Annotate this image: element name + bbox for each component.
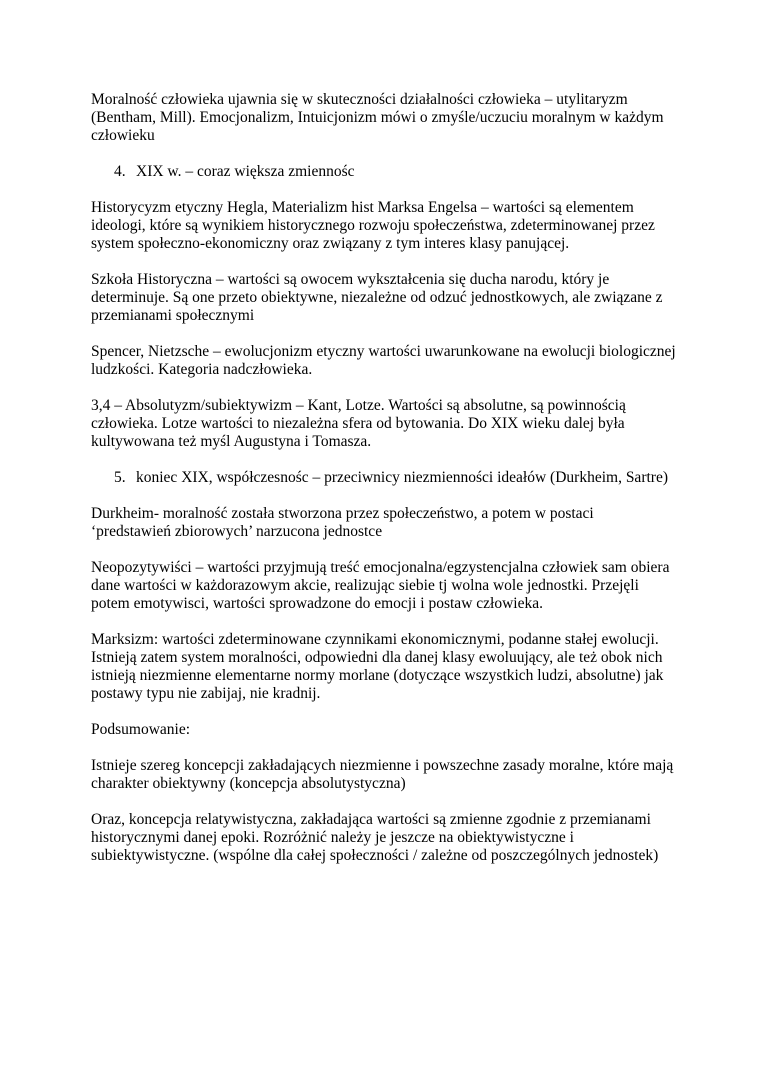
- paragraph-absolutism: 3,4 – Absolutyzm/subiektywizm – Kant, Lotze. Wartości są absolutne, są powinnością człowieka. Lotze wartości to niezależna sfera od bytowania. Do XIX wieku dalej była kultywowana też myśl Augustyna i Tomasza.: [91, 397, 626, 450]
- paragraph-durkheim: Durkheim- moralność została stworzona przez społeczeństwo, a potem w postaci ‘predstawień zbiorowych’ narzucona jednostce: [91, 505, 594, 540]
- paragraph-summary-heading: Podsumowanie:: [91, 721, 191, 738]
- document-body: [91, 91, 676, 883]
- paragraph-historical-school: Szkoła Historyczna – wartości są owocem wykształcenia się ducha narodu, który je determinuje. Są one przeto obiektywne, niezależne od odzuć jednostkowych, ale związane z przemianami społecznymi: [91, 271, 663, 324]
- paragraph-historicism: Historycyzm etyczny Hegla, Materializm hist Marksa Engelsa – wartości są elementem ideologi, które są wynikiem historycznego rozwoju społeczeństwa, zdeterminowanej przez system społeczno-ekonomiczny oraz związany z tym interes klasy panującej.: [91, 199, 655, 252]
- item-text: koniec XIX, współczesnośc – przeciwnicy niezmienności ideałów (Durkheim, Sartre): [136, 469, 668, 486]
- paragraph-marxism: Marksizm: wartości zdeterminowane czynnikami ekonomicznymi, podanne stałej ewolucji. Istnieją zatem system moralności, odpowiedni dla danej klasy ewoluujący, ale też obok nich istnieją niezmienne elementarne normy morlane (dotyczące wszystkich ludzi, absolutne) jak postawy typu nie zabijaj, nie kradnij.: [91, 631, 664, 702]
- paragraph-utilitarianism: Moralność człowieka ujawnia się w skuteczności działalności człowieka – utylitaryzm (Bentham, Mill). Emocjonalizm, Intuicjonizm mówi o zmyśle/uczuciu moralnym w każdym człowieku: [91, 91, 664, 144]
- paragraph-relativist-concept: Oraz, koncepcja relatywistyczna, zakładająca wartości są zmienne zgodnie z przemianami historycznymi danej epoki. Rozróżnić należy je jeszcze na obiektywistyczne i subiektywistyczne. (wspólne dla całej społeczności / zależne od poszczególnych jednostek): [91, 811, 659, 864]
- paragraph-evolutionism: Spencer, Nietzsche – ewolucjonizm etyczny wartości uwarunkowane na ewolucji biologicznej ludzkości. Kategoria nadczłowieka.: [91, 343, 676, 378]
- item-number: 4.: [114, 163, 126, 180]
- item-number: 5.: [114, 469, 126, 486]
- item-text: XIX w. – coraz większa zmiennośc: [136, 163, 355, 180]
- numbered-item-4: [91, 163, 676, 181]
- paragraph-absolutist-concept: Istnieje szereg koncepcji zakładających niezmienne i powszechne zasady moralne, które mają charakter obiektywny (koncepcja absolutystyczna): [91, 757, 674, 792]
- numbered-item-5: [91, 469, 676, 487]
- paragraph-neopositivists: Neopozytywiści – wartości przyjmują treść emocjonalna/egzystencjalna człowiek sam obiera dane wartości w każdorazowym akcie, realizując siebie tj wolna wole jednostki. Przejęli potem emotywisci, wartości sprowadzone do emocji i postaw człowieka.: [91, 559, 670, 612]
